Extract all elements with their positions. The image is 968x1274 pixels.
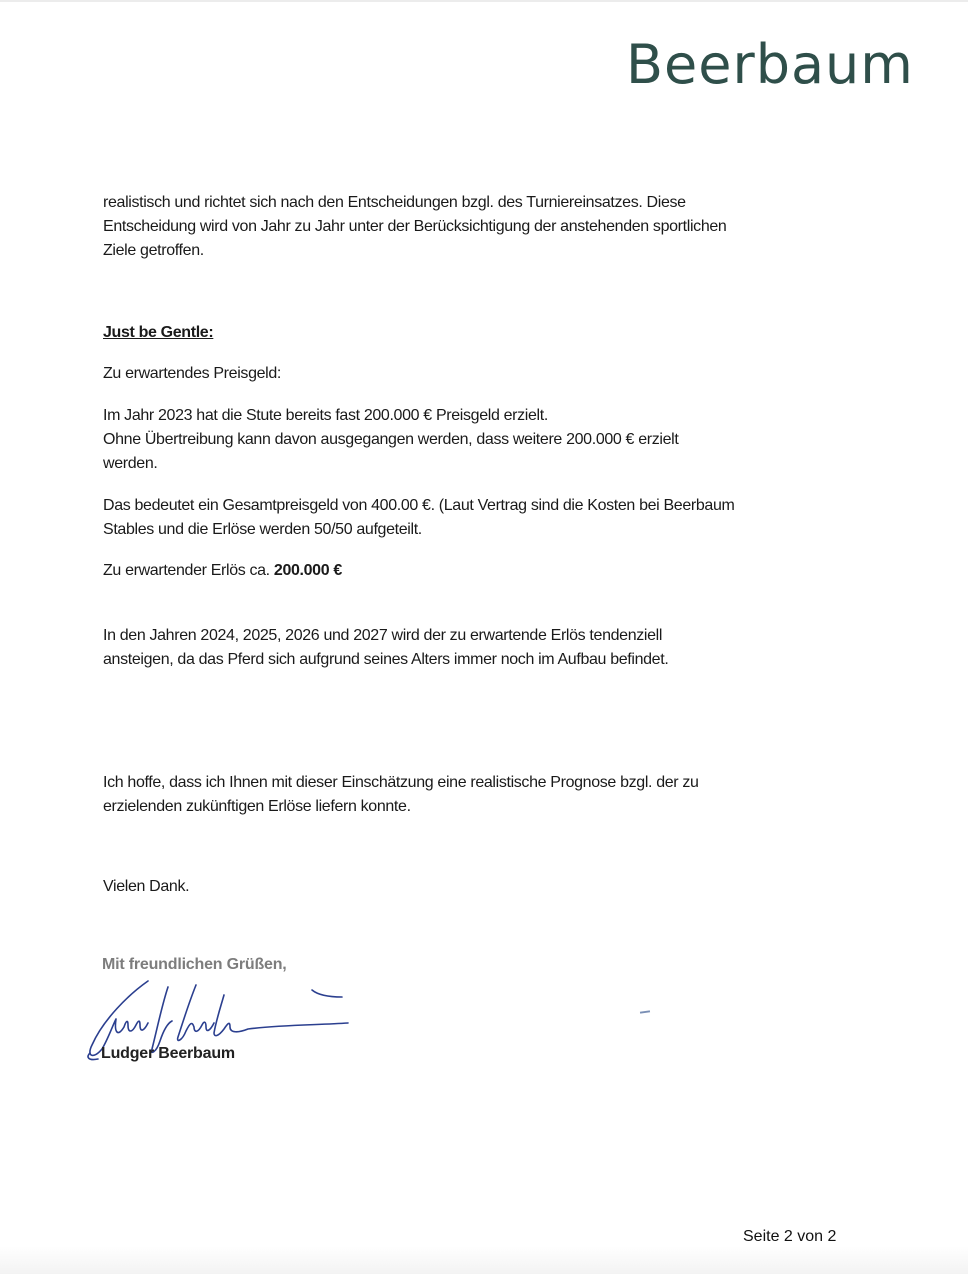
closing-salutation: Mit freundlichen Grüßen, <box>102 956 287 973</box>
section-heading-container <box>103 321 863 345</box>
text-line: Entscheidung wird von Jahr zu Jahr unter der Berücksichtigung der anstehenden sportlichen <box>103 218 727 235</box>
text-line: Ich hoffe, dass ich Ihnen mit dieser Einschätzung eine realistische Prognose bzgl. der zu <box>103 774 699 791</box>
section-heading: Just be Gentle: <box>103 324 214 341</box>
expected-revenue-line <box>103 559 863 583</box>
prize-paragraph <box>103 404 863 476</box>
signature-stroke <box>214 995 348 1036</box>
ink-speck <box>640 1010 650 1013</box>
outlook-paragraph <box>103 624 863 672</box>
expected-revenue-value: 200.000 € <box>273 562 342 579</box>
signature-stroke <box>152 987 172 1052</box>
text-line: Das bedeutet ein Gesamtpreisgeld von 400.00 €. (Laut Vertrag sind die Kosten bei Beerbaum <box>103 497 735 514</box>
text-line: Ohne Übertreibung kann davon ausgegangen werden, dass weitere 200.000 € erzielt <box>103 431 679 448</box>
text-line: Stables und die Erlöse werden 50/50 aufgeteilt. <box>103 521 422 538</box>
text-line: Ziele getroffen. <box>103 242 204 259</box>
total-paragraph <box>103 494 863 542</box>
expected-revenue-prefix: Zu erwartender Erlös ca. <box>103 562 274 579</box>
thanks-line: Vielen Dank. <box>103 878 190 895</box>
text-line: erzielenden zukünftigen Erlöse liefern konnte. <box>103 798 411 815</box>
text-line: realistisch und richtet sich nach den Entscheidungen bzgl. des Turniereinsatzes. Diese <box>103 194 686 211</box>
text-line: In den Jahren 2024, 2025, 2026 und 2027 wird der zu erwartende Erlös tendenziell <box>103 627 663 644</box>
company-logo: Beerbaum <box>626 33 914 96</box>
signer-name: Ludger Beerbaum <box>101 1045 235 1062</box>
text-line: ansteigen, da das Pferd sich aufgrund seines Alters immer noch im Aufbau befindet. <box>103 651 669 668</box>
text-line: Im Jahr 2023 hat die Stute bereits fast 200.000 € Preisgeld erzielt. <box>103 407 548 424</box>
page-bottom-shade <box>0 1246 968 1274</box>
signature-stroke <box>312 990 342 997</box>
signature-stroke <box>178 985 214 1040</box>
intro-paragraph <box>103 191 863 263</box>
hope-paragraph <box>103 771 863 819</box>
page-top-edge <box>0 0 968 2</box>
text-line: werden. <box>103 455 158 472</box>
page-indicator: Seite 2 von 2 <box>743 1228 837 1245</box>
expected-prize-label: Zu erwartendes Preisgeld: <box>103 365 282 382</box>
